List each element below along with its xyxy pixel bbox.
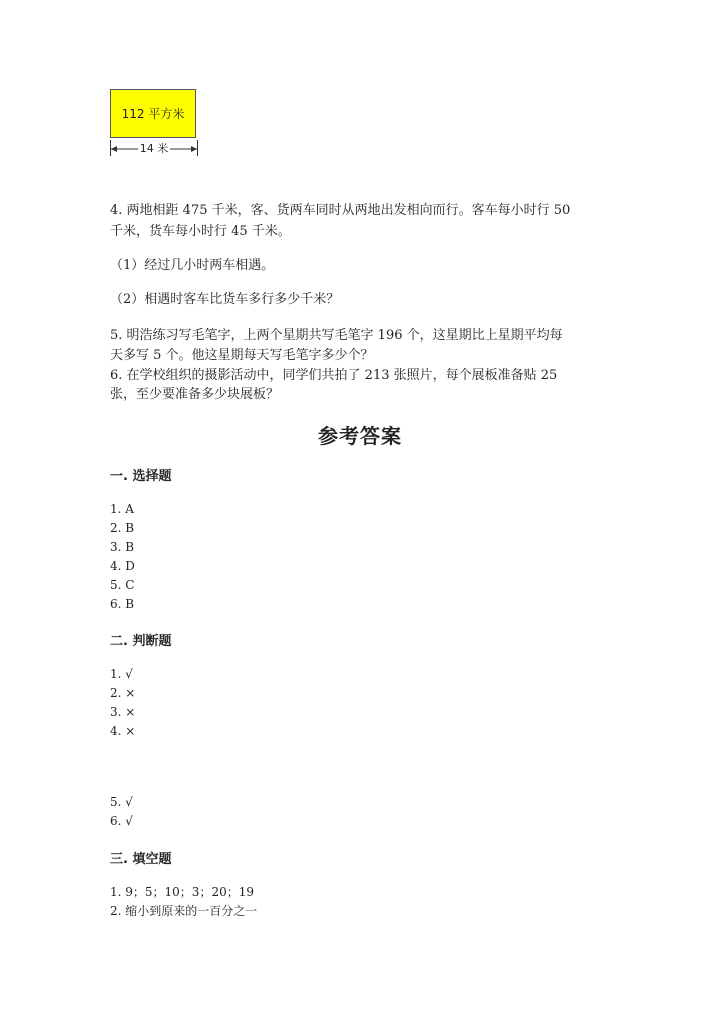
choice-answer-1: 1. A — [110, 502, 134, 516]
q4-sub1: （1）经过几小时两车相遇。 — [110, 258, 275, 273]
choice-answer-3: 3. B — [110, 540, 135, 554]
choice-answer-2: 2. B — [110, 521, 135, 535]
width-label: 14 米 — [139, 142, 169, 155]
area-rectangle — [110, 89, 196, 138]
q6-line1: 6. 在学校组织的摄影活动中，同学们共拍了 213 张照片，每个展板准备贴 25 — [110, 368, 558, 383]
section-judge-heading: 二. 判断题 — [110, 634, 172, 649]
q4-sub2: （2）相遇时客车比货车多行多少千米？ — [110, 292, 340, 307]
answers-title: 参考答案 — [318, 424, 402, 448]
q5-line2: 天多写 5 个。他这星期每天写毛笔字多少个？ — [110, 348, 374, 363]
judge-answer-2: 2. × — [110, 686, 136, 700]
judge-answer-1: 1. √ — [110, 667, 133, 681]
q6-line2: 张，至少要准备多少块展板？ — [110, 387, 280, 402]
q4-line2: 千米，货车每小时行 45 千米。 — [110, 224, 291, 239]
width-dimension — [110, 140, 198, 158]
area-label: 112 平方米 — [121, 107, 185, 121]
judge-answer-6: 6. √ — [110, 814, 133, 828]
judge-answer-3: 3. × — [110, 705, 136, 719]
choice-answer-6: 6. B — [110, 597, 135, 611]
fill-answer-1: 1. 9；5；10；3；20；19 — [110, 885, 254, 899]
choice-answer-4: 4. D — [110, 559, 135, 573]
choice-answer-5: 5. C — [110, 578, 135, 592]
section-choice-heading: 一. 选择题 — [110, 469, 172, 484]
section-fill-heading: 三. 填空题 — [110, 852, 172, 867]
q4-line1: 4. 两地相距 475 千米，客、货两车同时从两地出发相向而行。客车每小时行 50 — [110, 203, 571, 218]
fill-answer-2: 2. 缩小到原来的一百分之一 — [110, 904, 258, 918]
judge-answer-5: 5. √ — [110, 795, 133, 809]
q5-line1: 5. 明浩练习写毛笔字，上两个星期共写毛笔字 196 个，这星期比上星期平均每 — [110, 328, 563, 343]
judge-answer-4: 4. × — [110, 724, 136, 738]
